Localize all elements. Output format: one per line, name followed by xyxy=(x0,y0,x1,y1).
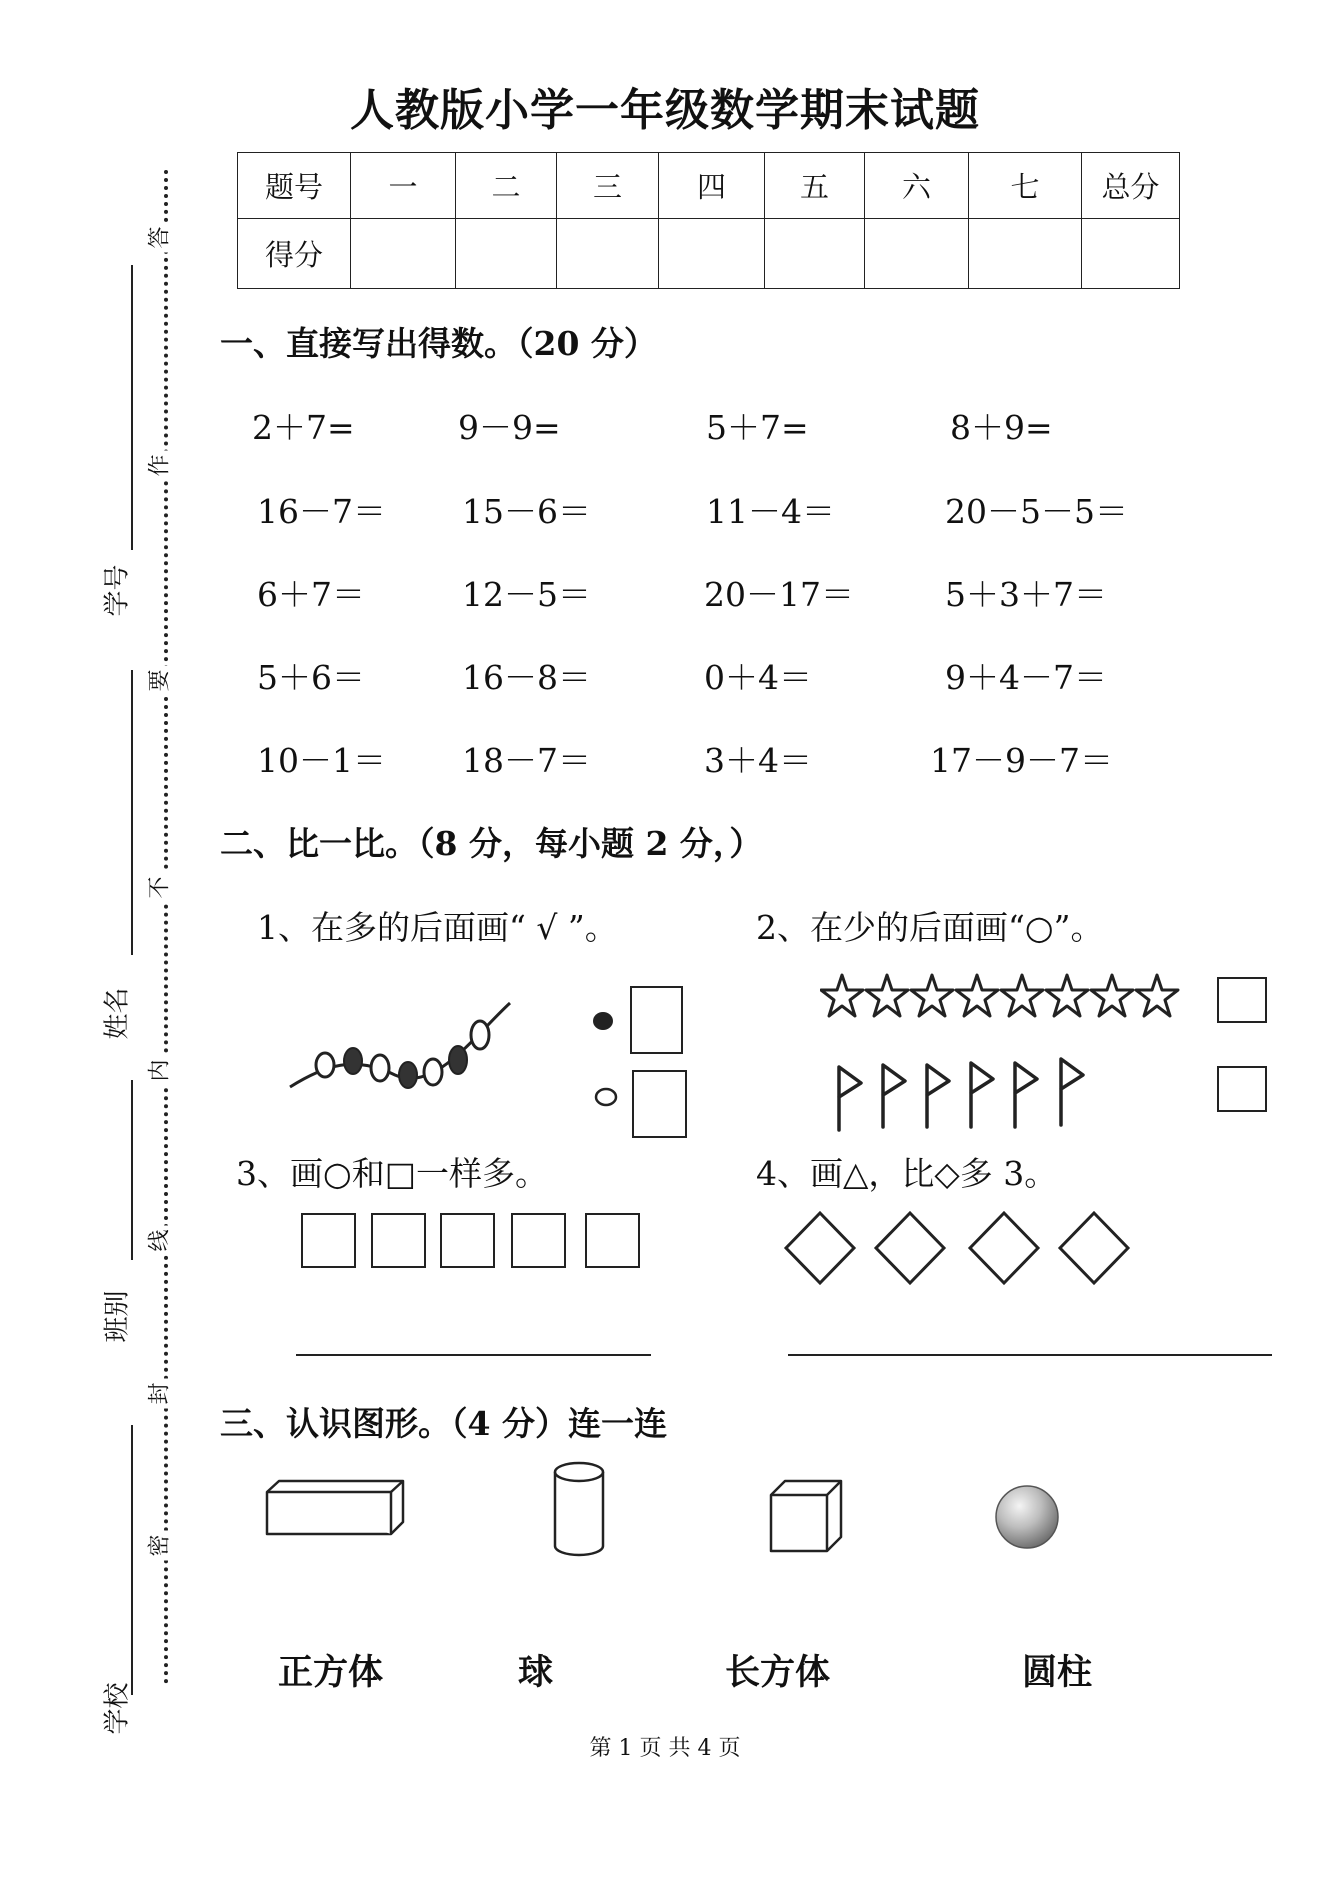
table-header-cell: 题号 xyxy=(238,153,351,219)
score-row-label: 得分 xyxy=(238,219,351,289)
blank-line[interactable] xyxy=(131,670,133,955)
seal-char: 封 xyxy=(143,1379,174,1409)
cylinder-icon xyxy=(552,1460,606,1558)
answer-box[interactable] xyxy=(632,1070,687,1138)
diamond-icon xyxy=(1060,1213,1128,1283)
blank-line[interactable] xyxy=(131,1425,133,1695)
flag-icon xyxy=(927,1065,949,1127)
seal-char: 答 xyxy=(143,223,174,253)
star-icon xyxy=(821,975,863,1016)
table-header-cell: 七 xyxy=(969,153,1082,219)
answer-box[interactable] xyxy=(1217,977,1267,1023)
equation[interactable]: 17－9－7＝ xyxy=(930,741,1113,780)
answer-line[interactable] xyxy=(296,1354,651,1356)
white-bead-icon xyxy=(594,1086,618,1108)
question-2-text: 2、在少的后面画“○”。 xyxy=(756,908,1104,947)
black-bead-icon xyxy=(592,1010,614,1032)
shape-label-sphere[interactable]: 球 xyxy=(518,1652,554,1693)
score-cell[interactable] xyxy=(659,219,765,289)
table-header-cell: 四 xyxy=(659,153,765,219)
page-title: 人教版小学一年级数学期末试题 xyxy=(350,85,980,136)
equation[interactable]: 3＋4＝ xyxy=(704,741,812,780)
equation[interactable]: 15－6＝ xyxy=(462,492,591,531)
square-icon xyxy=(511,1213,566,1268)
answer-line[interactable] xyxy=(788,1354,1272,1356)
equation[interactable]: 16－7＝ xyxy=(257,492,386,531)
diamond-icon xyxy=(970,1213,1038,1283)
equation[interactable]: 5＋3＋7＝ xyxy=(945,575,1107,614)
section-2-heading: 二、比一比。（8 分，每小题 2 分，） xyxy=(220,824,763,863)
seal-char: 不 xyxy=(143,873,174,903)
star-icon xyxy=(956,975,998,1016)
equation[interactable]: 2＋7= xyxy=(252,408,355,447)
flag-icon xyxy=(1061,1059,1083,1125)
table-header-cell: 总分 xyxy=(1082,153,1180,219)
equation[interactable]: 11－4＝ xyxy=(706,492,835,531)
equation[interactable]: 5＋6＝ xyxy=(257,658,365,697)
score-table xyxy=(237,152,1180,289)
square-icon xyxy=(301,1213,356,1268)
flags-row xyxy=(833,1055,1113,1135)
section-3-heading: 三、认识图形。（4 分）连一连 xyxy=(220,1404,667,1443)
star-icon xyxy=(1046,975,1088,1016)
equation[interactable]: 5＋7= xyxy=(706,408,809,447)
flag-icon xyxy=(1015,1063,1037,1127)
cube-icon xyxy=(768,1478,844,1554)
star-icon xyxy=(1136,975,1178,1016)
star-icon xyxy=(1001,975,1043,1016)
equation[interactable]: 18－7＝ xyxy=(462,741,591,780)
star-icon xyxy=(866,975,908,1016)
score-cell[interactable] xyxy=(456,219,557,289)
margin-label-name: 姓名 xyxy=(102,987,133,1040)
flag-icon xyxy=(839,1067,861,1130)
page-footer: 第 1 页 共 4 页 xyxy=(589,1736,741,1761)
square-icon xyxy=(371,1213,426,1268)
table-header-cell: 六 xyxy=(865,153,969,219)
square-icon xyxy=(585,1213,640,1268)
seal-char: 要 xyxy=(143,666,174,696)
shape-label-cylinder[interactable]: 圆柱 xyxy=(1022,1652,1093,1693)
diamond-icon xyxy=(786,1213,854,1283)
margin-label-student-id: 学号 xyxy=(102,564,133,617)
shape-label-cuboid[interactable]: 长方体 xyxy=(725,1652,831,1693)
equation[interactable]: 20－5－5＝ xyxy=(945,492,1128,531)
margin-label-class: 班别 xyxy=(102,1290,133,1343)
table-header-cell: 三 xyxy=(557,153,659,219)
equation[interactable]: 10－1＝ xyxy=(257,741,386,780)
flag-icon xyxy=(883,1065,905,1127)
sphere-icon xyxy=(993,1483,1061,1551)
equation[interactable]: 9－9= xyxy=(458,408,561,447)
section-1-heading: 一、直接写出得数。（20 分） xyxy=(220,324,657,363)
shape-label-cube[interactable]: 正方体 xyxy=(278,1652,384,1693)
seal-char: 线 xyxy=(143,1226,174,1256)
equation[interactable]: 6＋7＝ xyxy=(257,575,365,614)
blank-line[interactable] xyxy=(131,1080,133,1260)
equation[interactable]: 9＋4－7＝ xyxy=(945,658,1107,697)
square-icon xyxy=(440,1213,495,1268)
seal-char: 作 xyxy=(143,451,174,481)
stars-row xyxy=(820,972,1190,1022)
score-cell[interactable] xyxy=(865,219,969,289)
answer-box[interactable] xyxy=(1217,1066,1267,1112)
equation[interactable]: 8＋9= xyxy=(950,408,1053,447)
table-header-cell: 五 xyxy=(765,153,865,219)
star-icon xyxy=(911,975,953,1016)
score-cell[interactable] xyxy=(1082,219,1180,289)
beads-on-string-icon xyxy=(285,995,515,1095)
question-1-text: 1、在多的后面画“ √ ”。 xyxy=(257,908,618,947)
star-icon xyxy=(1091,975,1133,1016)
seal-char: 内 xyxy=(143,1056,174,1086)
question-4-text: 4、画△，比◇多 3。 xyxy=(756,1154,1058,1193)
question-3-text: 3、画○和□一样多。 xyxy=(236,1154,548,1193)
cuboid-icon xyxy=(264,1478,406,1538)
blank-line[interactable] xyxy=(131,265,133,550)
equation[interactable]: 20－17＝ xyxy=(704,575,854,614)
table-header-cell: 一 xyxy=(351,153,456,219)
score-cell[interactable] xyxy=(557,219,659,289)
diamonds-row xyxy=(782,1210,1132,1286)
dotted-cut-line xyxy=(164,170,168,1685)
equation[interactable]: 12－5＝ xyxy=(462,575,591,614)
diamond-icon xyxy=(876,1213,944,1283)
score-cell[interactable] xyxy=(351,219,456,289)
score-cell[interactable] xyxy=(765,219,865,289)
margin-label-school: 学校 xyxy=(102,1682,133,1735)
answer-box[interactable] xyxy=(630,986,683,1054)
equation[interactable]: 0＋4＝ xyxy=(704,658,812,697)
table-header-cell: 二 xyxy=(456,153,557,219)
seal-char: 密 xyxy=(143,1531,174,1561)
equation[interactable]: 16－8＝ xyxy=(462,658,591,697)
score-cell[interactable] xyxy=(969,219,1082,289)
flag-icon xyxy=(971,1063,993,1127)
